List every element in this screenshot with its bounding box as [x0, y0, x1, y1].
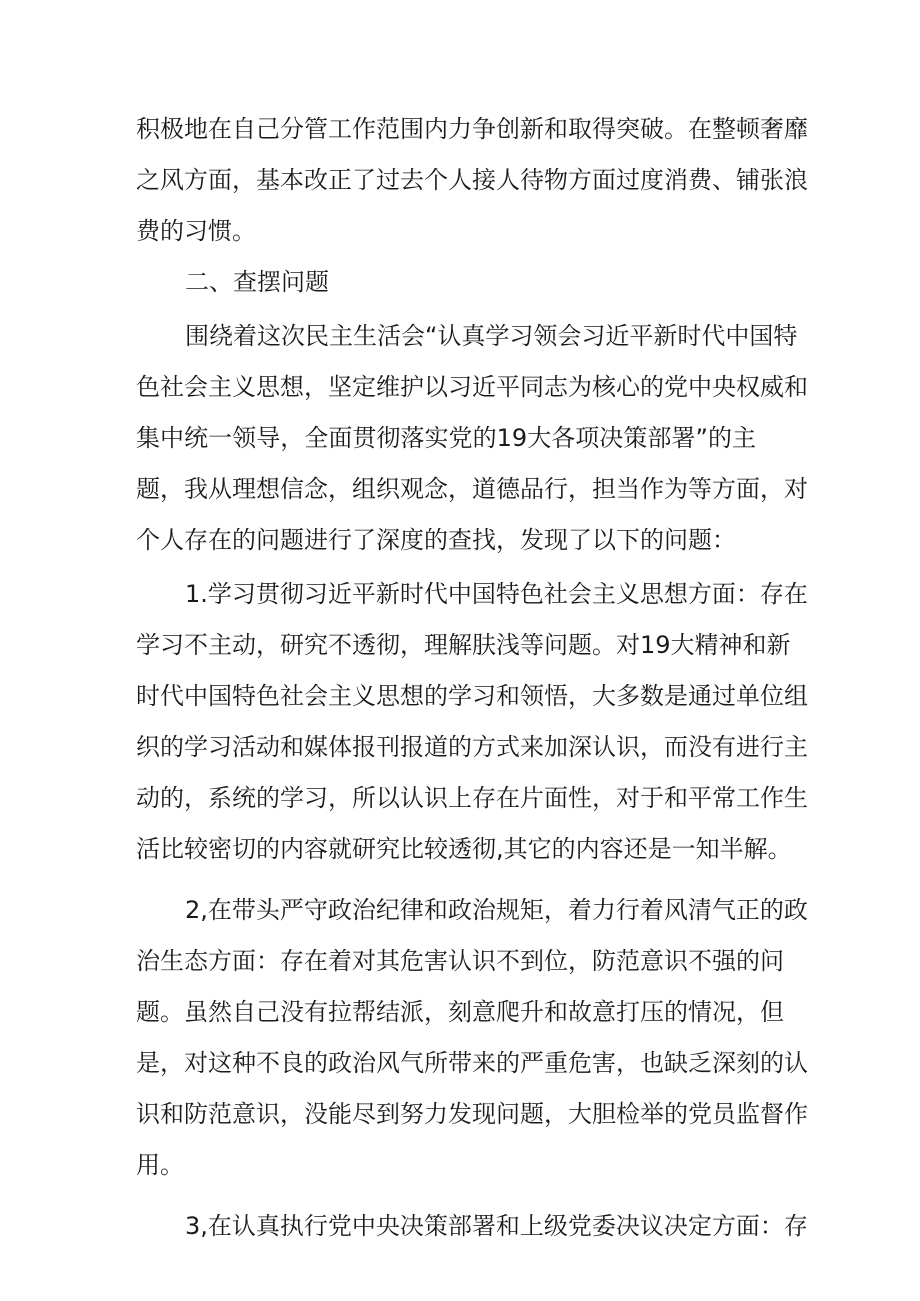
paragraph-line: 题，我从理想信念，组织观念，道德品行，担当作为等方面，对 — [136, 475, 808, 503]
paragraph-line: 2,在带头严守政治纪律和政治规矩，着力行着风清气正的政 — [185, 896, 808, 924]
paragraph-line: 1.学习贯彻习近平新时代中国特色社会主义思想方面：存在 — [185, 580, 808, 608]
paragraph-line: 活比较密切的内容就研究比较透彻,其它的内容还是一知半解。 — [136, 835, 792, 863]
section-heading: 二、查摆问题 — [185, 268, 329, 296]
paragraph-line: 动的，系统的学习，所以认识上存在片面性，对于和平常工作生 — [136, 784, 808, 812]
paragraph-line: 积极地在自己分管工作范围内力争创新和取得突破。在整顿奢靡 — [136, 115, 808, 143]
paragraph-line: 色社会主义思想，坚定维护以习近平同志为核心的党中央权威和 — [136, 373, 808, 401]
paragraph-line: 个人存在的问题进行了深度的查找，发现了以下的问题： — [136, 526, 736, 554]
paragraph-line: 费的习惯。 — [136, 217, 256, 245]
paragraph-line: 之风方面，基本改正了过去个人接人待物方面过度消费、铺张浪 — [136, 166, 808, 194]
paragraph-line: 时代中国特色社会主义思想的学习和领悟，大多数是通过单位组 — [136, 682, 808, 710]
paragraph-line: 3,在认真执行党中央决策部署和上级党委决议决定方面：存 — [185, 1212, 808, 1240]
paragraph-line: 围绕着这次民主生活会“认真学习领会习近平新时代中国特 — [185, 322, 798, 350]
paragraph-line: 集中统一领导，全面贯彻落实党的19大各项决策部署”的主 — [136, 424, 756, 452]
paragraph-line: 学习不主动，研究不透彻，理解肤浅等问题。对19大精神和新 — [136, 631, 791, 659]
paragraph-line: 治生态方面：存在着对其危害认识不到位，防范意识不强的问 — [136, 947, 784, 975]
paragraph-line: 题。虽然自己没有拉帮结派，刻意爬升和故意打压的情况，但 — [136, 998, 784, 1026]
paragraph-line: 用。 — [136, 1151, 184, 1179]
paragraph-line: 是，对这种不良的政治风气所带来的严重危害，也缺乏深刻的认 — [136, 1049, 808, 1077]
paragraph-line: 识和防范意识，没能尽到努力发现问题，大胆检举的党员监督作 — [136, 1100, 808, 1128]
paragraph-line: 织的学习活动和媒体报刊报道的方式来加深认识，而没有进行主 — [136, 733, 808, 761]
